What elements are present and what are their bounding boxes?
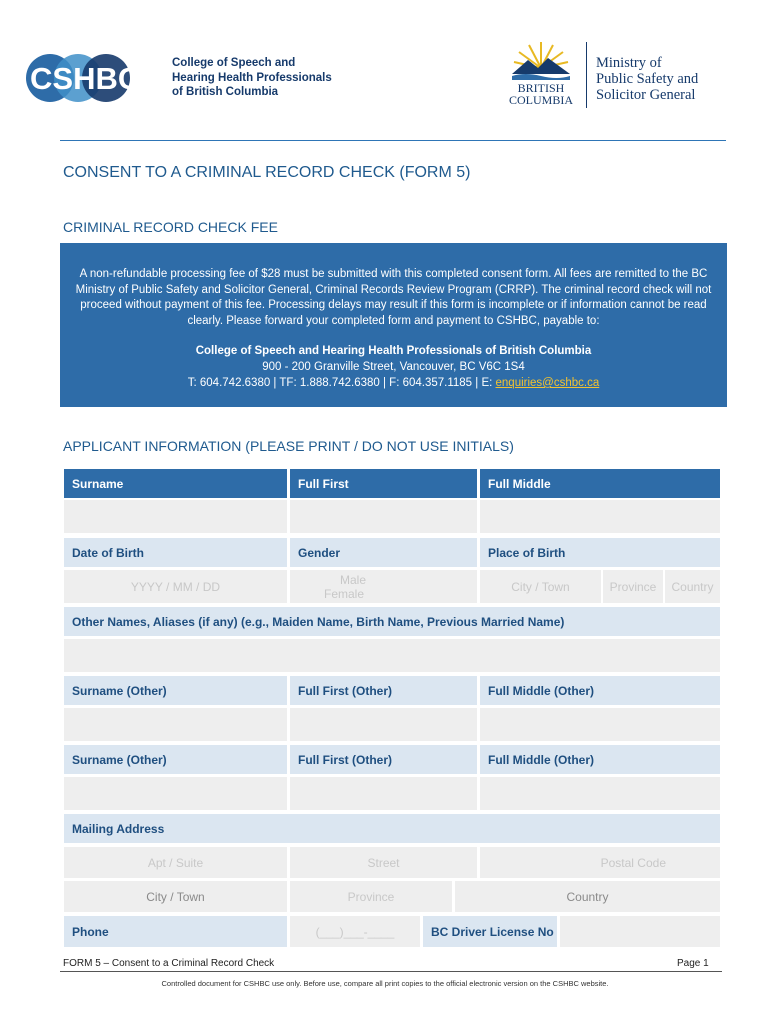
footer-rule <box>60 971 722 972</box>
gender-option-male[interactable]: Male <box>340 572 367 587</box>
full-middle-input[interactable] <box>480 500 720 533</box>
form-title: CONSENT TO A CRIMINAL RECORD CHECK (FORM 5) <box>63 164 471 181</box>
pob-city-input[interactable]: City / Town <box>480 570 601 603</box>
college-name: College of Speech and Hearing Health Professionals of British Columbia <box>172 57 332 98</box>
license-label: BC Driver License No <box>423 916 557 947</box>
province-input[interactable]: Province <box>290 881 452 912</box>
payee-address: 900 - 200 Granville Street, Vancouver, BC V6C 1S4 <box>262 361 525 373</box>
surname-other-label-1: Surname (Other) <box>64 676 287 705</box>
phone-input[interactable]: (___)___-____ <box>290 916 420 947</box>
full-middle-header: Full Middle <box>480 469 720 498</box>
middle-other-label-1: Full Middle (Other) <box>480 676 720 705</box>
middle-other-input-2[interactable] <box>480 777 720 810</box>
mailing-address-label: Mailing Address <box>64 814 720 843</box>
country-input[interactable]: Country <box>455 881 720 912</box>
first-other-input-1[interactable] <box>290 708 477 741</box>
surname-header: Surname <box>64 469 287 498</box>
other-names-input[interactable] <box>64 639 720 672</box>
ministry-name: Ministry of Public Safety and Solicitor General <box>596 55 699 103</box>
street-input[interactable]: Street <box>290 847 477 878</box>
cshbc-logo <box>26 50 166 106</box>
dob-input[interactable]: YYYY / MM / DD <box>64 570 287 603</box>
footer-note: Controlled document for CSHBC use only. Before use, compare all print copies to the official electronic version on the CSHBC website. <box>161 979 609 988</box>
full-first-header: Full First <box>290 469 477 498</box>
middle-other-input-1[interactable] <box>480 708 720 741</box>
fee-info-box <box>60 243 727 407</box>
contact-numbers: T: 604.742.6380 | TF: 1.888.742.6380 | F: 604.357.1185 | E: <box>187 377 496 389</box>
full-first-input[interactable] <box>290 500 477 533</box>
footer-form-name: FORM 5 – Consent to a Criminal Record Check <box>63 958 275 969</box>
phone-label: Phone <box>64 916 287 947</box>
payee-org: College of Speech and Hearing Health Professionals of British Columbia <box>195 345 592 357</box>
pob-country-input[interactable]: Country <box>665 570 720 603</box>
page-header <box>0 0 770 142</box>
middle-other-label-2: Full Middle (Other) <box>480 745 720 774</box>
applicant-heading: APPLICANT INFORMATION (PLEASE PRINT / DO NOT USE INITIALS) <box>63 438 514 454</box>
surname-other-input-2[interactable] <box>64 777 287 810</box>
fee-paragraph: A non-refundable processing fee of $28 must be submitted with this completed consent form. All fees are remitted to the BC Ministry of Public Safety and Solicitor General, Criminal Records Review Program (CRRP). The criminal record check will not proceed without payment of this fee. Processing delays may result if this form is incomplete or if information cannot be read clearly. Please forward your completed form and payment to CSHBC, payable to: <box>75 268 712 327</box>
payee-contact <box>60 377 727 389</box>
header-divider <box>586 42 587 108</box>
surname-other-input-1[interactable] <box>64 708 287 741</box>
first-other-label-1: Full First (Other) <box>290 676 477 705</box>
first-other-label-2: Full First (Other) <box>290 745 477 774</box>
email-link[interactable]: enquiries@cshbc.ca <box>495 377 600 389</box>
license-input[interactable] <box>560 916 720 947</box>
fee-heading: CRIMINAL RECORD CHECK FEE <box>63 219 278 235</box>
first-other-input-2[interactable] <box>290 777 477 810</box>
city-input[interactable]: City / Town <box>64 881 287 912</box>
gender-label: Gender <box>290 538 477 567</box>
gender-select[interactable] <box>290 570 477 603</box>
bc-logo-text: BRITISH COLUMBIA <box>508 81 573 107</box>
other-names-label: Other Names, Aliases (if any) (e.g., Maiden Name, Birth Name, Previous Married Name) <box>64 607 720 636</box>
apt-input[interactable]: Apt / Suite <box>64 847 287 878</box>
header-rule <box>60 140 726 141</box>
footer-page-number: Page 1 <box>677 958 709 969</box>
surname-other-label-2: Surname (Other) <box>64 745 287 774</box>
cshbc-logo-text: CSHBC <box>30 61 141 96</box>
surname-input[interactable] <box>64 500 287 533</box>
place-of-birth-label: Place of Birth <box>480 538 720 567</box>
postal-code-input[interactable]: Postal Code <box>480 847 720 878</box>
gender-option-female[interactable]: Female <box>324 586 365 601</box>
pob-province-input[interactable]: Province <box>603 570 663 603</box>
dob-label: Date of Birth <box>64 538 287 567</box>
